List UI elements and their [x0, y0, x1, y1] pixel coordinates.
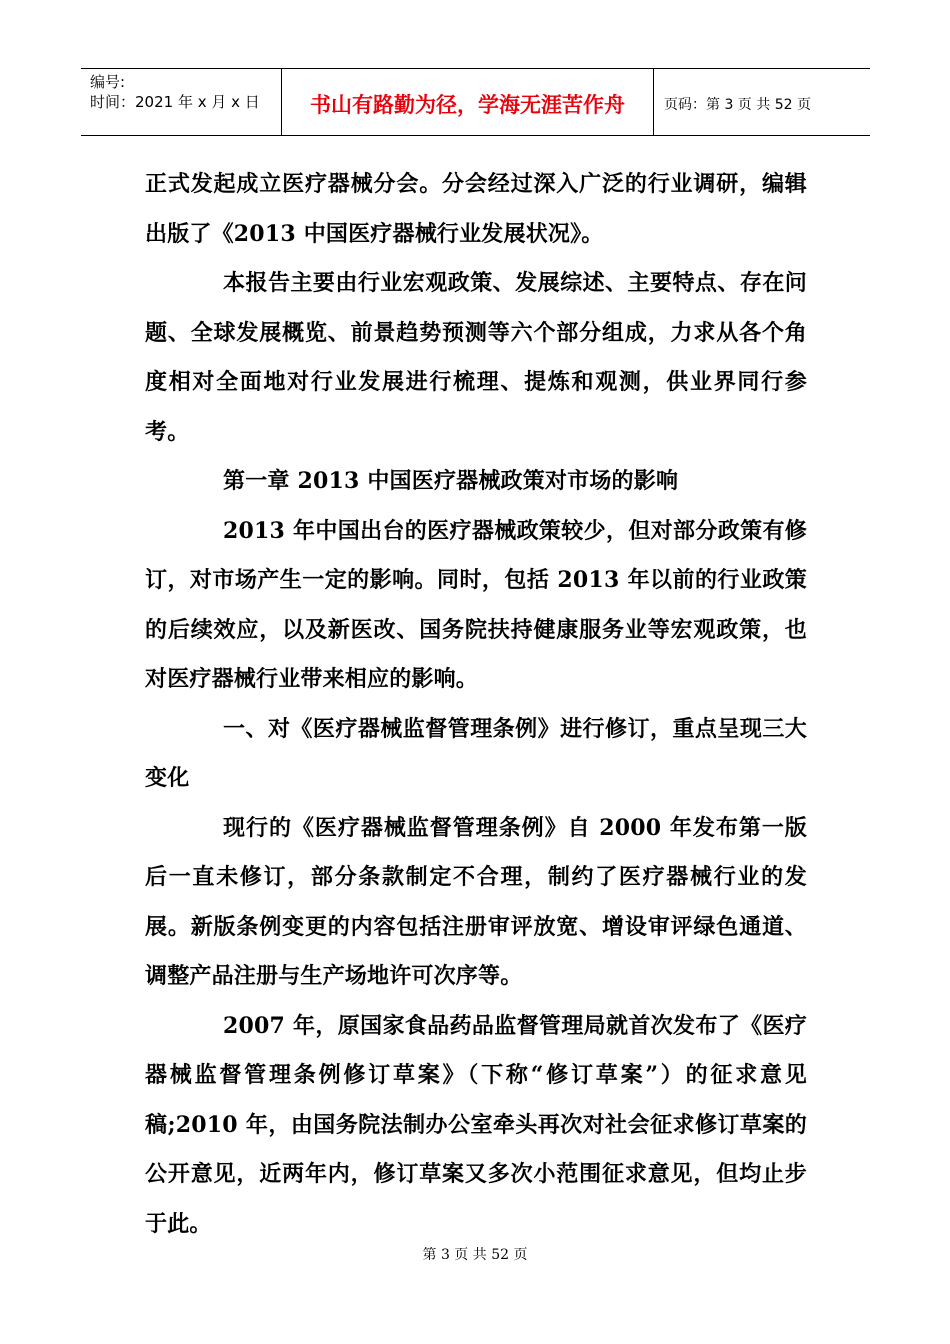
- document-body: [145, 160, 807, 1249]
- document-number-label: 编号:: [90, 73, 126, 91]
- motto-text: 书山有路勤为径，学海无涯苦作舟: [310, 93, 625, 117]
- paragraph: 2013 年中国出台的医疗器械政策较少，但对部分政策有修订，对市场产生一定的影响。同时，包括 2013 年以前的行业政策的后续效应，以及新医改、国务院扶持健康服务业等宏观政策，也对医疗器械行业带来相应的影响。: [145, 517, 807, 692]
- chapter-heading: 第一章 2013 中国医疗器械政策对市场的影响: [223, 468, 679, 494]
- page-footer: [0, 1244, 950, 1264]
- page-header: [81, 68, 870, 136]
- document-time-label: 时间：2021 年 x 月 x 日: [90, 93, 260, 111]
- paragraph: 现行的《医疗器械监督管理条例》自 2000 年发布第一版后一直未修订，部分条款制定不合理，制约了医疗器械行业的发展。新版条例变更的内容包括注册审评放宽、增设审评绿色通道、调整产品注册与生产场地许可次序等。: [145, 814, 807, 989]
- header-page-info: [654, 69, 870, 135]
- paragraph: 本报告主要由行业宏观政策、发展综述、主要特点、存在问题、全球发展概览、前景趋势预测等六个部分组成，力求从各个角度相对全面地对行业发展进行梳理、提炼和观测，供业界同行参考。: [145, 270, 807, 445]
- header-motto: [282, 69, 654, 135]
- section-heading: 一、对《医疗器械监督管理条例》进行修订，重点呈现三大变化: [145, 715, 807, 791]
- header-meta: [81, 69, 282, 135]
- paragraph: 正式发起成立医疗器械分会。分会经过深入广泛的行业调研，编辑出版了《2013 中国医疗器械行业发展状况》。: [145, 171, 807, 247]
- page-info-text: 页码：第 3 页 共 52 页: [664, 97, 811, 113]
- paragraph: 2007 年，原国家食品药品监督管理局就首次发布了《医疗器械监督管理条例修订草案》（下称“修订草案”）的征求意见稿;2010 年，由国务院法制办公室牵头再次对社会征求修订草案的公开意见，近两年内，修订草案又多次小范围征求意见，但均止步于此。: [145, 1012, 807, 1237]
- footer-page-number: 第 3 页 共 52 页: [422, 1247, 528, 1263]
